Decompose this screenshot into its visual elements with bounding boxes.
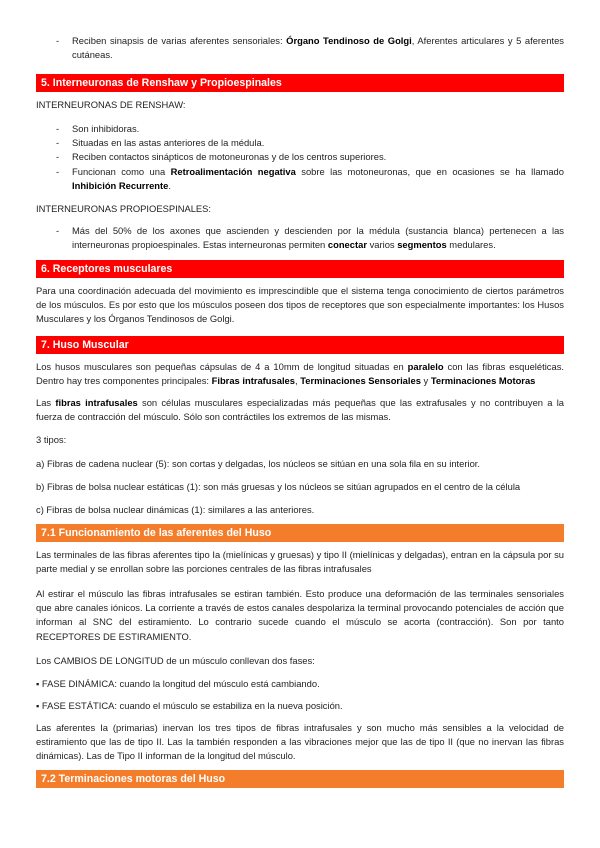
section-5-header: 5. Interneuronas de Renshaw y Propioespinales	[36, 74, 564, 92]
type-c: c) Fibras de bolsa nuclear dinámicas (1): similares a las anteriores.	[36, 504, 315, 515]
fase-dinamica-item: ▪ FASE DINÁMICA: cuando la longitud del músculo está cambiando.	[36, 678, 320, 689]
section-7-header: 7. Huso Muscular	[36, 336, 564, 354]
huso-paragraph-1: Los husos musculares son pequeñas cápsulas de 4 a 10mm de longitud situadas en paralelo con las fibras esqueléticas. Dentro hay tres componentes principales: Fibras intrafusales, Terminaciones Sensoriales y Terminaciones Motoras	[36, 361, 564, 387]
huso-paragraph-2: Las fibras intrafusales son células musculares especializadas más pequeñas que las extrafusales y no contribuyen a la fuerza de contracción del músculo. Sólo son contráctiles los extremos de las mismas.	[36, 397, 564, 423]
type-a: a) Fibras de cadena nuclear (5): son cortas y delgadas, los núcleos se sitúan en una sola fila en su interior.	[36, 458, 481, 469]
section-7-2-header: 7.2 Terminaciones motoras del Huso	[36, 770, 564, 788]
renshaw-bullet-4: - Funcionan como una Retroalimentación negativa sobre las motoneuronas, que en ocasiones se ha llamado Inhibición Recurrente.	[56, 166, 564, 192]
renshaw-bullet-2: - Situadas en las astas anteriores de la médula.	[56, 137, 265, 148]
golgi-afferents-bullet	[56, 34, 564, 62]
renshaw-bullet-3: - Reciben contactos sinápticos de motoneuronas y de los centros superiores.	[56, 151, 387, 162]
renshaw-bullet-1: - Son inhibidoras.	[56, 123, 140, 134]
renshaw-label: INTERNEURONAS DE RENSHAW:	[36, 99, 186, 110]
fase-estatica-item: ▪ FASE ESTÁTICA: cuando el músculo se estabiliza en la nueva posición.	[36, 700, 343, 711]
aferentes-paragraph-1: Las terminales de las fibras aferentes tipo Ia (mielínicas y gruesas) y tipo II (mielínicas y delgadas), entran en la cápsula por su parte medial y se enrollan sobre las porciones centrales de las fibras intrafusales	[36, 549, 564, 575]
receptores-paragraph: Para una coordinación adecuada del movimiento es imprescindible que el sistema tenga conocimiento de ciertos parámetros de los músculos. Es por esto que los músculos poseen dos tipos de receptores que son especialmente importantes: los Husos Musculares y los Órganos Tendinosos de Golgi.	[36, 285, 564, 325]
bullet-text: Reciben sinapsis de varias aferentes sensoriales: Órgano Tendinoso de Golgi, Aferentes articulares y 5 aferentes cutáneas.	[72, 35, 564, 61]
section-6-header: 6. Receptores musculares	[36, 260, 564, 278]
aferentes-paragraph-4: Las aferentes Ia (primarias) inervan los tres tipos de fibras intrafusales y son mucho más sensibles a la velocidad de estiramiento que las de tipo II. Las Ia también responden a las vibraciones mejor que las de tipo II (que no inervan las fibras dinámicas). Las de Tipo II informan de la longitud del músculo.	[36, 722, 564, 762]
section-7-1-header: 7.1 Funcionamiento de las aferentes del Huso	[36, 524, 564, 542]
type-b: b) Fibras de bolsa nuclear estáticas (1): son más gruesas y los núcleos se sitúan agrupados en el centro de la célula	[36, 481, 521, 492]
types-label: 3 tipos:	[36, 434, 67, 445]
propioespinales-bullet: - Más del 50% de los axones que ascienden y descienden por la médula (sustancia blanca) pertenecen a las interneuronas propioespinales. Estas interneuronas permiten conectar varios segmentos medulares.	[56, 225, 564, 251]
propioespinales-label: INTERNEURONAS PROPIOESPINALES:	[36, 203, 212, 214]
aferentes-paragraph-3: Los CAMBIOS DE LONGITUD de un músculo conllevan dos fases:	[36, 655, 315, 666]
aferentes-paragraph-2: Al estirar el músculo las fibras intrafusales se estiran también. Esto produce una deformación de las terminales sensoriales que abre canales iónicos. La corriente a través de estos canales despolariza la terminal provocando potenciales de acción que informan al SNC del estiramiento. Lo contrario sucede cuando el músculo se acorta (contracción). Son por tanto RECEPTORES DE ESTIRAMIENTO.	[36, 588, 564, 642]
bullet-dash: -	[56, 35, 60, 46]
